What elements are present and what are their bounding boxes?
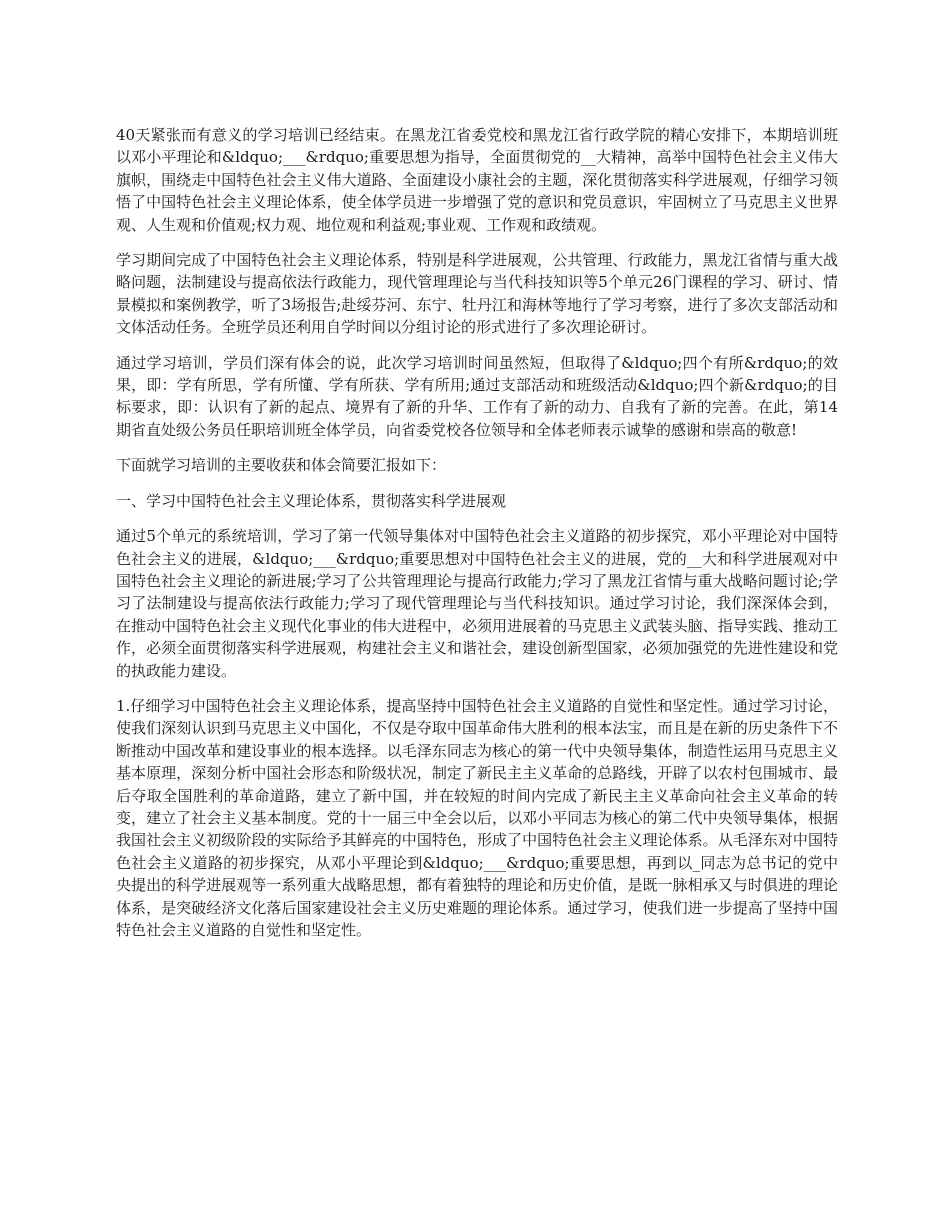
document-body <box>116 124 838 954</box>
paragraph-gains: 通过学习培训，学员们深有体会的说，此次学习培训时间虽然短，但取得了&ldquo;四个有所&rdquo;的效果，即：学有所思，学有所懂、学有所获、学有所用;通过支部活动和班级活动&ldquo;四个新&rdquo;的目标要求，即：认识有了新的起点、境界有了新的升华、工作有了新的动力、自我有了新的完善。在此，第14期省直处级公务员任职培训班全体学员，向省委党校各位领导和全体老师表示诚挚的感谢和崇高的敬意! <box>116 353 838 439</box>
paragraph-point-1: 1.仔细学习中国特色社会主义理论体系，提高坚持中国特色社会主义道路的自觉性和坚定性。通过学习讨论，使我们深刻认识到马克思主义中国化，不仅是夺取中国革命伟大胜利的根本法宝，而且是在新的历史条件下不断推动中国改革和建设事业的根本选择。以毛泽东同志为核心的第一代中央领导集体，制造性运用马克思主义基本原理，深刻分析中国社会形态和阶级状况，制定了新民主主义革命的总路线，开辟了以农村包围城市、最后夺取全国胜利的革命道路，建立了新中国，并在较短的时间内完成了新民主主义革命向社会主义革命的转变，建立了社会主义基本制度。党的十一届三中全会以后，以邓小平同志为核心的第二代中央领导集体，根据我国社会主义初级阶段的实际给予其鲜亮的中国特色，形成了中国特色社会主义理论体系。从毛泽东对中国特色社会主义道路的初步探究，从邓小平理论到&ldquo;___&rdquo;重要思想，再到以_同志为总书记的党中央提出的科学进展观等一系列重大战略思想，都有着独特的理论和历史价值，是既一脉相承又与时俱进的理论体系，是突破经济文化落后国家建设社会主义历史难题的理论体系。通过学习，使我们进一步提高了坚持中国特色社会主义道路的自觉性和坚定性。 <box>116 696 838 939</box>
paragraph-intro: 40天紧张而有意义的学习培训已经结束。在黑龙江省委党校和黑龙江省行政学院的精心安排下，本期培训班以邓小平理论和&ldquo;___&rdquo;重要思想为指导，全面贯彻党的__大精神，高举中国特色社会主义伟大旗帜，围绕走中国特色社会主义伟大道路、全面建设小康社会的主题，深化贯彻落实科学进展观，仔细学习领悟了中国特色社会主义理论体系，使全体学员进一步增强了党的意识和党员意识，牢固树立了马克思主义世界观、人生观和价值观;权力观、地位观和利益观;事业观、工作观和政绩观。 <box>116 126 838 234</box>
paragraph-report-intro: 下面就学习培训的主要收获和体会简要汇报如下： <box>116 456 447 475</box>
paragraph-study-content: 学习期间完成了中国特色社会主义理论体系，特别是科学进展观，公共管理、行政能力，黑龙江省情与重大战略问题，法制建设与提高依法行政能力，现代管理理论与当代科技知识等5个单元26门课程的学习、研讨、情景模拟和案例教学，听了3场报告;赴绥芬河、东宁、牡丹江和海林等地行了学习考察，进行了多次支部活动和文体活动任务。全班学员还利用自学时间以分组讨论的形式进行了多次理论研讨。 <box>116 251 838 337</box>
section-heading-1: 一、学习中国特色社会主义理论体系，贯彻落实科学进展观 <box>116 491 507 510</box>
paragraph-system-training: 通过5个单元的系统培训，学习了第一代领导集体对中国特色社会主义道路的初步探究，邓小平理论对中国特色社会主义的进展，&ldquo;___&rdquo;重要思想对中国特色社会主义的进展，党的__大和科学进展观对中国特色社会主义理论的新进展;学习了公共管理理论与提高行政能力;学习了黑龙江省情与重大战略问题讨论;学习了法制建设与提高依法行政能力;学习了现代管理理论与当代科技知识。通过学习讨论，我们深深体会到，在推动中国特色社会主义现代化事业的伟大进程中，必须用进展着的马克思主义武装头脑、指导实践、推动工作，必须全面贯彻落实科学进展观，构建社会主义和谐社会，建设创新型国家，必须加强党的先进性建设和党的执政能力建设。 <box>116 527 838 680</box>
